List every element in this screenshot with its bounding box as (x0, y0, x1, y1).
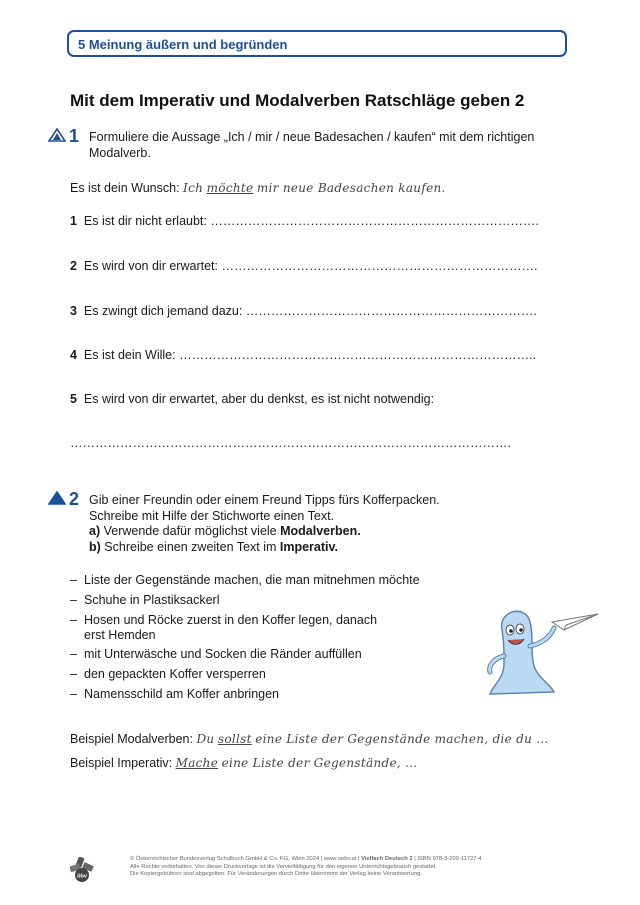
item-number: 2 (70, 259, 77, 273)
task-1-item-5 (70, 392, 434, 406)
task-1-instruction-line2: Modalverb. (89, 146, 151, 160)
answer-line[interactable]: ………………………………………………………………………….. (179, 348, 537, 362)
task-1-item-4 (70, 348, 536, 362)
example-imperative-label: Beispiel Imperativ: (70, 756, 173, 770)
task-1-item-2 (70, 259, 537, 273)
footer-copyright (130, 856, 482, 879)
item-text: Es wird von dir erwartet: (83, 259, 218, 273)
item-text: Es wird von dir erwartet, aber du denkst, es ist nicht notwendig: (83, 392, 435, 406)
part-a-text: Verwende dafür möglichst viele (103, 524, 277, 538)
task-2-line1: Gib einer Freundin oder einem Freund Tipps fürs Kofferpacken. (89, 493, 440, 507)
list-item-text: Liste der Gegenstände machen, die man mitnehmen möchte (84, 573, 420, 587)
dash: – (70, 613, 77, 627)
publisher-logo (70, 857, 94, 883)
footer-line-3: Die Kopiergebühren sind abgegolten. Für Veränderungen durch Dritte übernimmt der Verlag keine Verantwortung. (130, 871, 422, 878)
example-imperative-verb: Mache (175, 756, 219, 770)
task-2-part-a (89, 524, 361, 538)
dash: – (70, 647, 77, 661)
item-number: 1 (70, 214, 77, 228)
task-1-example (70, 181, 446, 195)
list-item-text: Hosen und Röcke zuerst in den Koffer legen, danach (84, 613, 378, 627)
task-1-item-3 (70, 304, 537, 318)
example-post: mir neue Badesachen kaufen. (256, 181, 446, 195)
example-verb: möchte (206, 181, 254, 195)
footer-isbn: | ISBN 978-3-209-11727-4 (414, 856, 482, 862)
footer-line-2: Alle Rechte vorbehalten. Von dieser Druckvorlage ist die Vervielfältigung für den eigenen Unterrichtsgebrauch gestattet. (130, 863, 437, 870)
list-item-text: erst Hemden (84, 628, 156, 642)
dash: – (70, 687, 77, 701)
part-a-label: a) (89, 524, 101, 538)
example-modal-verb: sollst (217, 732, 252, 746)
footer-copyright-text: © Österreichischer Bundesverlag Schulbuch GmbH & Co. KG, Wien 2024 | www.oebv.at | (130, 856, 360, 862)
task-1-number: 1 (69, 126, 80, 146)
task-1-instruction-line1: Formuliere die Aussage „Ich / mir / neue Badesachen / kaufen“ mit dem richtigen (89, 130, 535, 144)
part-b-label: b) (89, 540, 101, 554)
task-2-number: 2 (69, 489, 80, 509)
difficulty-triangle-icon (48, 491, 66, 505)
dash: – (70, 667, 77, 681)
part-a-keyword: Modalverben. (280, 524, 361, 538)
example-modal-label: Beispiel Modalverben: (70, 732, 193, 746)
item-text: Es ist dein Wille: (83, 348, 176, 362)
list-item-text: den gepackten Koffer versperren (84, 667, 266, 681)
item-number: 3 (70, 304, 77, 318)
task-1-item-1 (70, 214, 539, 228)
item-text: Es zwingt dich jemand dazu: (83, 304, 243, 318)
task-2-line2: Schreibe mit Hilfe der Stichworte einen Text. (89, 509, 335, 523)
example-label: Es ist dein Wunsch: (70, 181, 180, 195)
answer-line[interactable]: ……………………………………………………………. (245, 304, 537, 318)
answer-line[interactable]: ……………………………………………………………………. (210, 214, 539, 228)
example-modal-pre: Du (196, 732, 215, 746)
example-imperative-post: eine Liste der Gegenstände, … (221, 756, 418, 770)
page-title: Mit dem Imperativ und Modalverben Ratschläge geben 2 (70, 91, 525, 110)
task-1-answer-line-5[interactable]: ……………………………………………………………………………………………. (70, 436, 511, 450)
part-b-text: Schreibe einen zweiten Text im (104, 540, 277, 554)
item-text: Es ist dir nicht erlaubt: (83, 214, 207, 228)
task-2-part-b (89, 540, 338, 554)
list-item-text: Namensschild am Koffer anbringen (84, 687, 280, 701)
logo-text: öbv (77, 873, 87, 880)
mascot-with-paper-plane-illustration (480, 600, 605, 700)
list-item-text: Schuhe in Plastiksackerl (84, 593, 220, 607)
dash: – (70, 573, 77, 587)
item-number: 5 (70, 392, 77, 406)
chapter-header: 5 Meinung äußern und begründen (78, 37, 288, 52)
example-modal-post: eine Liste der Gegenstände machen, die du … (255, 732, 549, 746)
example-modal-verbs (70, 732, 549, 746)
example-pre: Ich (183, 181, 204, 195)
footer-line-1 (130, 856, 482, 864)
list-item-text: mit Unterwäsche und Socken die Ränder auffüllen (84, 647, 362, 661)
answer-line[interactable]: …………………………………………………………………. (221, 259, 538, 273)
example-imperative (70, 756, 417, 770)
item-number: 4 (70, 348, 77, 362)
difficulty-triangle-icon (48, 128, 66, 142)
part-b-keyword: Imperativ. (279, 540, 338, 554)
dash: – (70, 593, 77, 607)
footer-book-title: Vielfach Deutsch 2 (361, 856, 413, 862)
